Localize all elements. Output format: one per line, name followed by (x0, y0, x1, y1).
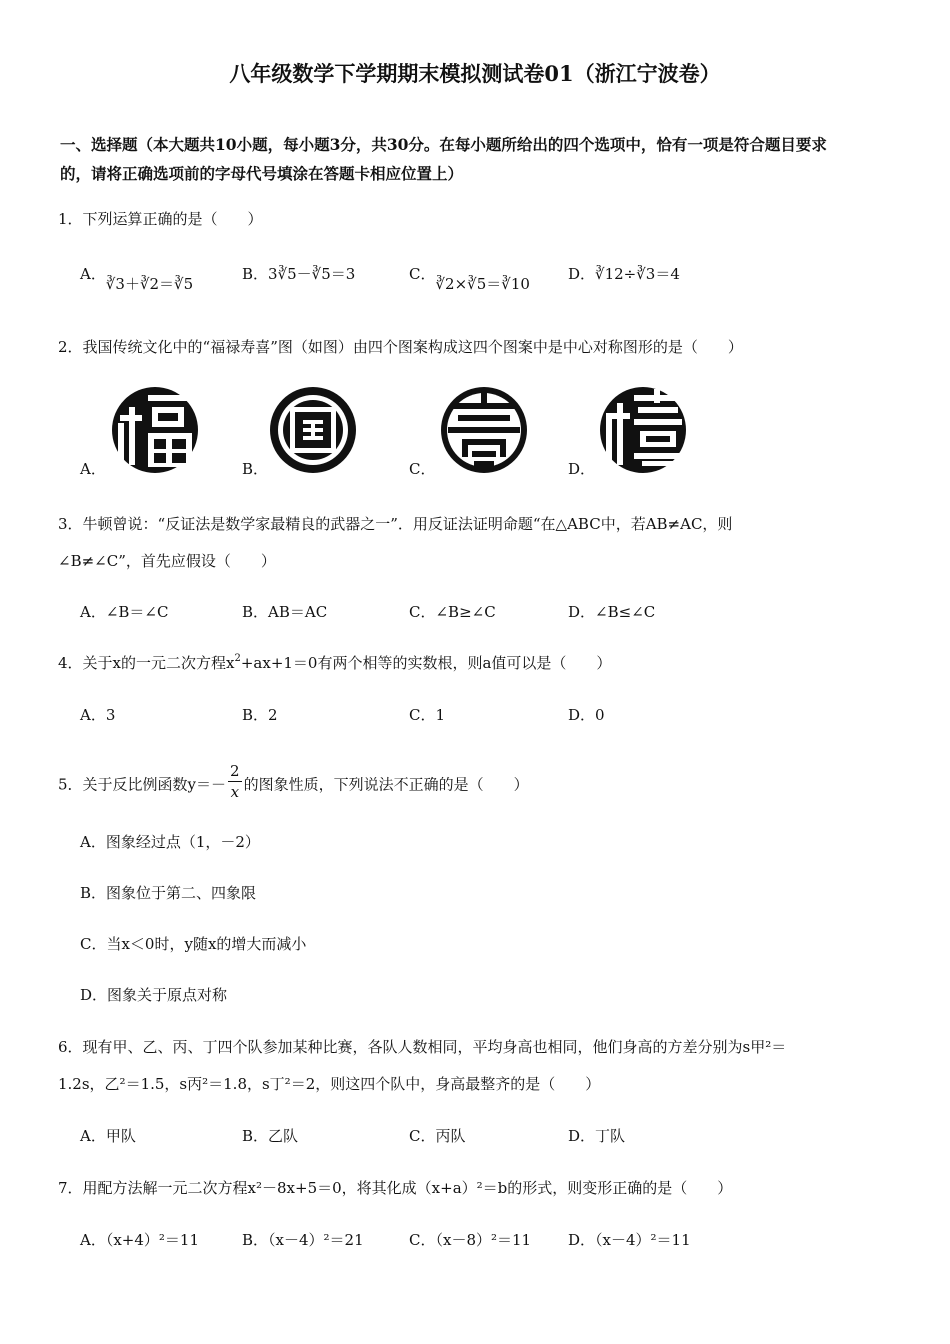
q6-option-b-label: B． (242, 1127, 269, 1145)
q1-option-d-label: D． (568, 265, 596, 283)
q3-option-d-label: D． (568, 603, 596, 621)
q2-option-b-label: B． (242, 460, 269, 478)
q1-option-b-text: 3∛5－∛5＝3 (268, 265, 356, 283)
q4-stem (58, 652, 611, 673)
q3-option-a (80, 601, 168, 622)
q5-option-d: D．图象关于原点对称 (80, 986, 228, 1004)
q6-option-d-label: D． (568, 1127, 596, 1145)
q1-option-c-text: ∛2×∛5＝∛10 (435, 275, 530, 293)
q3-option-a-label: A． (80, 603, 106, 621)
q7-option-d-text: （x－4）²＝11 (595, 1231, 691, 1249)
shou-seal-icon (438, 385, 530, 475)
q4-stem-a: 4．关于x的一元二次方程x (58, 654, 235, 672)
q6-option-b (242, 1125, 298, 1146)
q3-option-d-text: ∠B≤∠C (595, 603, 656, 621)
q7-option-b (242, 1229, 364, 1250)
q1-option-c-label: C． (409, 265, 436, 283)
q2-option-c-label: C． (409, 460, 436, 478)
q4-option-b (242, 704, 278, 725)
q6-option-a-label: A． (80, 1127, 106, 1145)
q5-stem (58, 762, 529, 806)
lu-seal-icon (268, 385, 358, 475)
q5-stem-a: 5．关于反比例函数y＝－ (58, 775, 227, 794)
q3-option-c-label: C． (409, 603, 436, 621)
q6-option-a-text: 甲队 (105, 1127, 136, 1145)
q3-option-a-text: ∠B＝∠C (105, 603, 169, 621)
q3-stem-line2: ∠B≠∠C”，首先应假设（ ） (58, 552, 276, 570)
q7-option-c-text: （x－8）²＝11 (435, 1231, 532, 1249)
section-instructions-line2: 的，请将正确选项前的字母代号填涂在答题卡相应位置上） (60, 164, 464, 183)
q5-fraction (228, 761, 242, 802)
q2-option-d-label: D． (568, 460, 596, 478)
xi-seal-icon (598, 385, 688, 475)
q7-option-a (80, 1229, 199, 1250)
q7-option-b-label: B． (242, 1231, 269, 1249)
q3-option-b (242, 601, 327, 622)
q1-option-a (80, 263, 194, 293)
q7-option-c (409, 1229, 531, 1250)
q4-option-a-label: A． (80, 706, 106, 724)
q7-option-b-text: （x－4）²＝21 (268, 1231, 364, 1249)
q1-option-a-label: A． (80, 265, 106, 283)
q6-option-b-text: 乙队 (268, 1127, 299, 1145)
q2-option-a-label: A． (80, 460, 106, 478)
section-instructions-line1: 一、选择题（本大题共10小题，每小题3分，共30分。在每小题所给出的四个选项中，恰有一项是符合题目要求 (60, 135, 827, 154)
q3-option-b-text: AB＝AC (268, 603, 328, 621)
q5-option-a: A．图象经过点（1，－2） (80, 833, 260, 851)
q3-option-c (409, 601, 496, 622)
q1-option-a-text: ∛3＋∛2＝∛5 (105, 275, 194, 293)
q5-stem-b: 的图象性质，下列说法不正确的是（ ） (243, 775, 529, 794)
q6-stem-line1: 6．现有甲、乙、丙、丁四个队参加某种比赛，各队人数相同，平均身高也相同，他们身高的方差分别为s甲²＝ (58, 1038, 787, 1056)
q6-option-c-label: C． (409, 1127, 436, 1145)
q1-option-b-label: B． (242, 265, 269, 283)
q7-stem: 7．用配方法解一元二次方程x²－8x+5＝0，将其化成（x+a）²＝b的形式，则变形正确的是（ ） (58, 1179, 733, 1197)
q4-option-b-label: B． (242, 706, 269, 724)
q3-option-b-label: B． (242, 603, 269, 621)
q4-stem-b: +ax+1＝0有两个相等的实数根，则a值可以是（ ） (240, 654, 612, 672)
q5-option-c: C．当x＜0时，y随x的增大而减小 (80, 935, 307, 953)
q6-option-d-text: 丁队 (595, 1127, 626, 1145)
q6-option-a (80, 1125, 136, 1146)
fu-seal-icon (110, 385, 200, 475)
q5-fraction-numerator: 2 (230, 762, 240, 780)
q4-option-d (568, 704, 605, 725)
page-title: 八年级数学下学期期末模拟测试卷01（浙江宁波卷） (229, 61, 721, 86)
q6-option-c (409, 1125, 466, 1146)
q7-option-a-text: （x+4）²＝11 (105, 1231, 200, 1249)
q6-stem-line2: 1.2s，乙²＝1.5，s丙²＝1.8，s丁²＝2，则这四个队中，身高最整齐的是（ ） (58, 1075, 601, 1093)
q3-stem-line1: 3．牛顿曾说：“反证法是数学家最精良的武器之一”．用反证法证明命题“在△ABC中，若AB≠AC，则 (58, 515, 733, 533)
q7-option-d-label: D． (568, 1231, 596, 1249)
q1-option-b (242, 263, 355, 284)
q4-option-c (409, 704, 445, 725)
q7-option-c-label: C． (409, 1231, 436, 1249)
q1-stem: 1．下列运算正确的是（ ） (58, 210, 263, 228)
q4-stem-sup: 2 (234, 653, 241, 664)
q4-option-a-text: 3 (105, 706, 116, 724)
q4-option-a (80, 704, 115, 725)
q4-option-b-text: 2 (268, 706, 278, 724)
q7-option-d (568, 1229, 691, 1250)
q3-option-d (568, 601, 655, 622)
q7-option-a-label: A． (80, 1231, 106, 1249)
q3-option-c-text: ∠B≥∠C (435, 603, 496, 621)
q6-option-c-text: 丙队 (435, 1127, 466, 1145)
q4-option-c-label: C． (409, 706, 436, 724)
q4-option-d-label: D． (568, 706, 596, 724)
q4-option-d-text: 0 (595, 706, 605, 724)
q1-option-d-text: ∛12÷∛3＝4 (595, 265, 680, 283)
q5-fraction-denominator: x (230, 783, 240, 801)
q5-option-b: B．图象位于第二、四象限 (80, 884, 257, 902)
q4-option-c-text: 1 (435, 706, 446, 724)
q2-stem: 2．我国传统文化中的“福禄寿喜”图（如图）由四个图案构成这四个图案中是中心对称图形的是（ ） (58, 338, 743, 356)
q6-option-d (568, 1125, 625, 1146)
q1-option-c (409, 263, 530, 293)
q1-option-d (568, 263, 680, 284)
